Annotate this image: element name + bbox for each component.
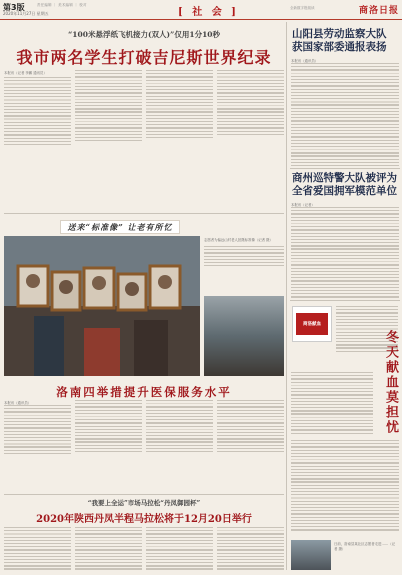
channel-title: [ 社 会 ] bbox=[178, 7, 239, 18]
story3-kicker: “我要上全运”市场马拉松“丹凤御园杯” bbox=[87, 499, 201, 507]
right1-headline bbox=[292, 28, 398, 54]
text-column bbox=[146, 70, 213, 210]
top-story-byline: 本报讯（记者 李鹏 通讯员） bbox=[4, 71, 47, 75]
page-header bbox=[0, 0, 402, 20]
story3-headline: 2020年陕西丹凤半程马拉松将于12月20日举行 bbox=[36, 514, 252, 525]
text-column bbox=[217, 70, 284, 210]
photo-secondary bbox=[204, 296, 284, 376]
section-rule bbox=[290, 300, 400, 301]
right1-body bbox=[291, 58, 399, 171]
right2-headline-line2: 全省爱国拥军模范单位 bbox=[292, 185, 397, 197]
right1-headline-line1: 山阳县劳动监察大队 bbox=[292, 28, 387, 40]
story2-byline: 本报讯（通讯员） bbox=[4, 401, 32, 405]
right1-headline-line2: 获国家部委通报表扬 bbox=[292, 41, 387, 53]
top-story-body bbox=[4, 70, 284, 210]
section-rule bbox=[4, 213, 284, 214]
story3-body bbox=[4, 527, 284, 571]
column-divider bbox=[286, 22, 287, 570]
right3-headline: 冬天献血莫担忧 bbox=[383, 330, 398, 435]
photo-banner-title: 送来“标准像” 让老有所忆 bbox=[60, 220, 180, 234]
top-story-headline: 我市两名学生打破吉尼斯世界纪录 bbox=[16, 48, 272, 67]
footer-photo bbox=[291, 540, 331, 570]
right2-headline-line1: 商州巡特警大队被评为 bbox=[292, 172, 397, 184]
photo-portraits bbox=[4, 236, 200, 376]
issue-date: 2020年11月27日 星期五 bbox=[3, 11, 49, 16]
portraits-image bbox=[4, 236, 200, 376]
photo-caption: 志愿者为偏远山村老人拍摄标准像（记者 摄） bbox=[204, 238, 273, 242]
right1-byline: 本报讯（通讯员） bbox=[291, 59, 319, 63]
story2-headline: 洛南四举措提升医保服务水平 bbox=[56, 385, 232, 399]
right3-body-cont bbox=[291, 440, 399, 532]
text-column bbox=[75, 70, 142, 210]
right3-body bbox=[291, 372, 373, 436]
section-rule bbox=[4, 494, 284, 495]
paper-logo: 商洛日报 bbox=[358, 6, 399, 16]
section-number: 第3版 bbox=[3, 3, 25, 12]
footer-caption: 日前，洛南县某社区志愿者走进……（记者 摄） bbox=[334, 542, 396, 551]
right2-byline: 本报讯（记者） bbox=[291, 203, 315, 207]
editor-credits: 责任编辑 ｜ 美术编辑 ｜ 校对 bbox=[37, 3, 87, 7]
story2-body bbox=[4, 400, 284, 500]
blood-donation-logo bbox=[292, 306, 332, 342]
text-column bbox=[4, 70, 71, 210]
photo-caption-box bbox=[204, 238, 284, 294]
edition-note: 全新数字报阅读 bbox=[290, 6, 315, 10]
blood-logo-mark: 商洛献血 bbox=[296, 313, 328, 335]
right2-headline bbox=[292, 172, 398, 198]
section-rule bbox=[290, 168, 400, 169]
top-story-kicker: “100米悬浮纸飞机接力(双人)”仅用1分10秒 bbox=[67, 30, 221, 39]
right2-body bbox=[291, 202, 399, 299]
